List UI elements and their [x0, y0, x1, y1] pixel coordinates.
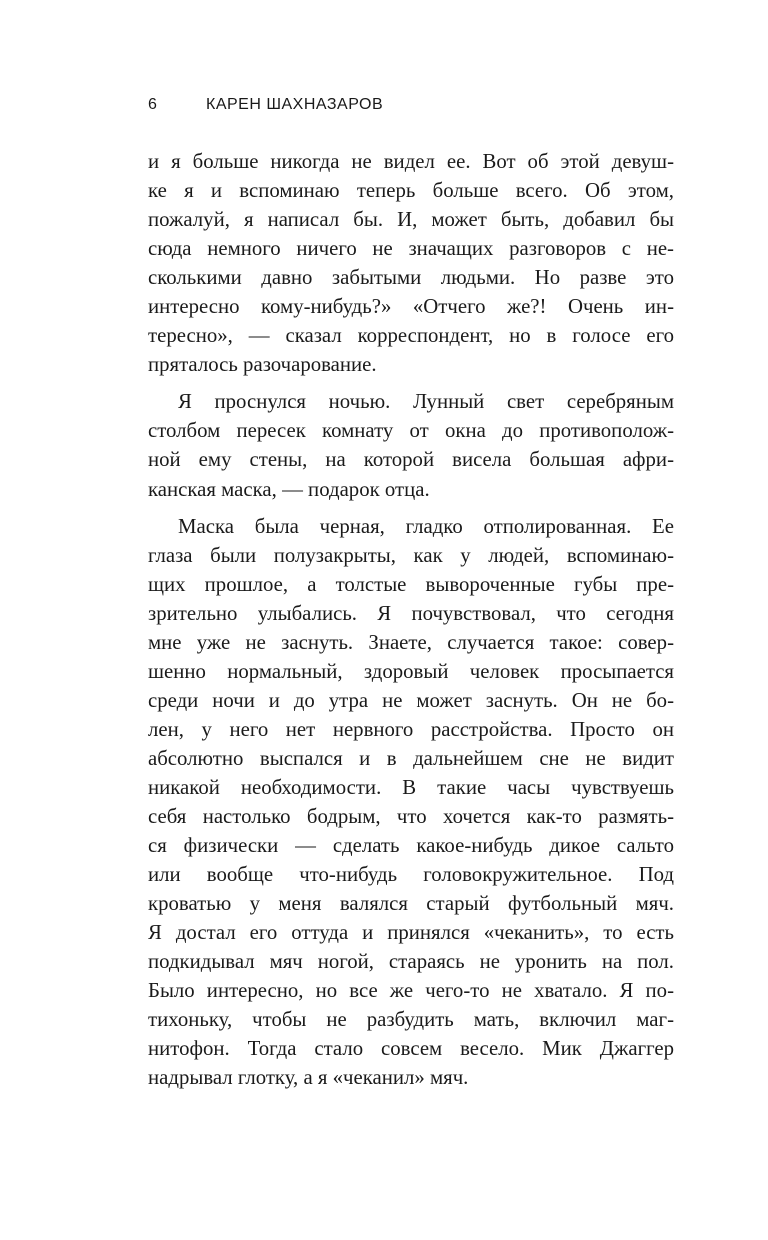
paragraph-1	[148, 147, 674, 379]
text-line: лен, у него нет нервного расстройства. Просто он	[148, 717, 674, 741]
text-line: зрительно улыбались. Я почувствовал, что сегодня	[148, 601, 674, 625]
text-line: тересно», — сказал корреспондент, но в голосе его	[148, 324, 674, 348]
text-line: себя настолько бодрым, что хочется как-то размять-	[148, 805, 674, 829]
text-line: пожалуй, я написал бы. И, может быть, добавил бы	[148, 208, 674, 232]
text-line: никакой необходимости. В такие часы чувствуешь	[148, 775, 674, 799]
text-line: нитофон. Тогда стало совсем весело. Мик Джаггер	[148, 1037, 674, 1061]
text-line: кроватью у меня валялся старый футбольный мяч.	[148, 892, 674, 916]
text-line: канская маска, — подарок отца.	[148, 477, 430, 501]
body-text	[148, 147, 674, 1093]
text-line: абсолютно выспался и в дальнейшем сне не видит	[148, 746, 674, 770]
page-number: 6	[148, 96, 158, 113]
text-line: столбом пересек комнату от окна до противополож-	[148, 419, 674, 443]
running-header	[148, 96, 383, 114]
running-head-author: КАРЕН ШАХНАЗАРОВ	[206, 96, 384, 113]
text-line: Я проснулся ночью. Лунный свет серебряным	[178, 390, 674, 414]
text-line: мне уже не заснуть. Знаете, случается такое: совер-	[148, 630, 674, 654]
paragraph-gap	[148, 504, 674, 512]
text-line: ной ему стены, на которой висела большая афри-	[148, 448, 674, 472]
text-line: подкидывал мяч ногой, стараясь не уронить на пол.	[148, 950, 674, 974]
text-line: Я достал его оттуда и принялся «чеканить», то есть	[148, 921, 674, 945]
text-line: или вообще что-нибудь головокружительное. Под	[148, 863, 674, 887]
text-line: Было интересно, но все же чего-то не хватало. Я по-	[148, 979, 674, 1003]
text-line: глаза были полузакрыты, как у людей, вспоминаю-	[148, 543, 674, 567]
text-line: Маска была черная, гладко отполированная. Ее	[178, 514, 674, 538]
text-line: ке я и вспоминаю теперь больше всего. Об этом,	[148, 179, 674, 203]
text-line: среди ночи и до утра не может заснуть. Он не бо-	[148, 688, 674, 712]
text-line: и я больше никогда не видел ее. Вот об этой девуш-	[148, 150, 674, 173]
paragraph-gap	[148, 379, 674, 387]
text-line: надрывал глотку, а я «чеканил» мяч.	[148, 1066, 469, 1090]
text-line: щих прошлое, а толстые вывороченные губы пре-	[148, 572, 674, 596]
text-line: ся физически — сделать какое-нибудь дикое сальто	[148, 834, 674, 858]
text-line: пряталось разочарование.	[148, 353, 377, 377]
text-line: шенно нормальный, здоровый человек просыпается	[148, 659, 674, 683]
text-line: сколькими давно забытыми людьми. Но разве это	[148, 266, 674, 290]
text-line: интересно кому-нибудь?» «Отчего же?! Очень ин-	[148, 295, 674, 319]
paragraph-3	[148, 512, 674, 1093]
text-line: тихоньку, чтобы не разбудить мать, включил маг-	[148, 1008, 674, 1032]
text-line: сюда немного ничего не значащих разговоров с не-	[148, 237, 674, 261]
paragraph-2	[148, 387, 674, 503]
